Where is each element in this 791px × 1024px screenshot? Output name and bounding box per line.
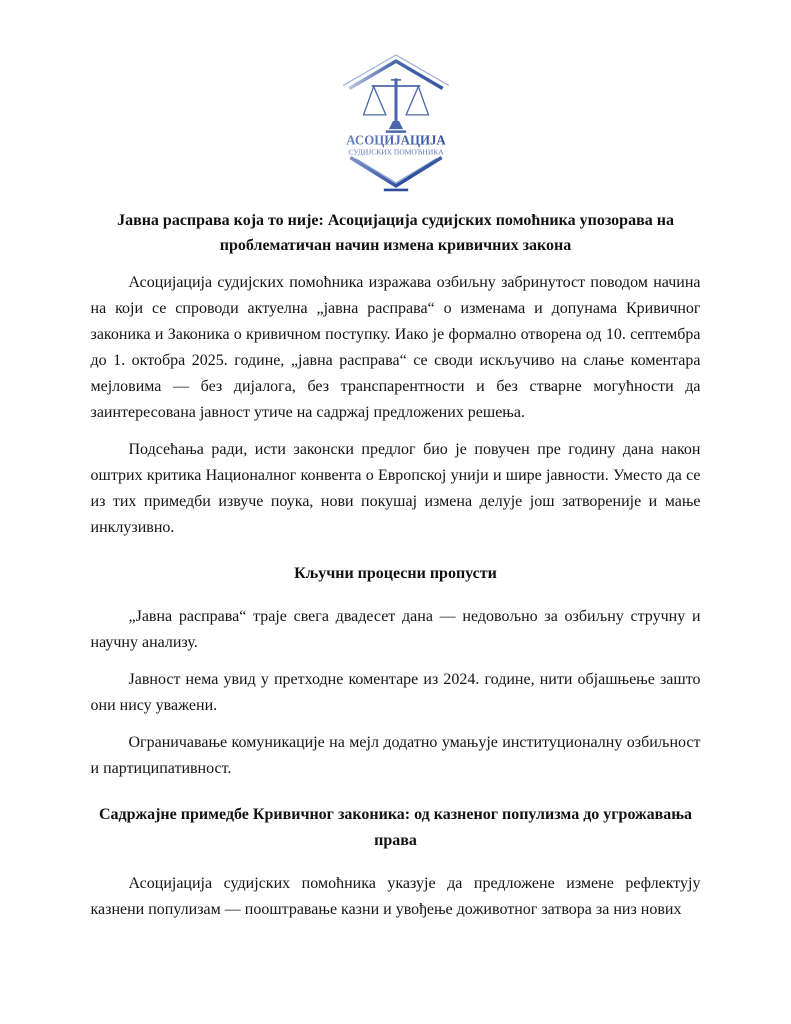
logo-bottom-chevron-outer	[350, 157, 441, 185]
paragraph-email-limitation: Ограничавање комуникације на мејл додатно умањује институционалну озбиљност и партиципативност.	[90, 734, 701, 777]
organization-logo	[340, 54, 452, 194]
section-heading-substantive-remarks: Садржајне примедбе Кривичног законика: од казненог популизма до угрожавања права	[98, 806, 693, 849]
paragraph-twenty-days: „Јавна расправа“ траје свега двадесет дана — недовољно за озбиљну стручну и научну анализу.	[90, 608, 701, 651]
document-title: Јавна расправа која то није: Асоцијација судијских помоћника упозорава на проблематичан начин измена кривичних закона	[117, 212, 674, 254]
scales-of-justice-icon	[363, 78, 428, 131]
logo-bottom-chevron-inner	[355, 158, 436, 182]
logo-org-name: АСОЦИЈАЦИЈА	[345, 132, 446, 148]
paragraph-public-debate-concern: Асоцијација судијских помоћника изражава озбиљну забринутост поводом начина на који се спроводи актуелна „јавна расправа“ о изменама и допунама Кривичног законика и Законика о кривичном поступку. Иако је формално отворена од 10. септембра до 1. октобра 2025. године, „јавна расправа“ се своди искључиво на слање коментара мејловима — без дијалога, без транспарентности и без стварне могућности да заинтересована јавност утиче на садржај предложених решења.	[90, 274, 701, 421]
section-heading-process-failures: Кључни процесни пропусти	[294, 565, 497, 582]
scales-right-pan	[406, 86, 428, 114]
paragraph-penal-populism: Асоцијација судијских помоћника указује да предложене измене рефлектују казнени популизам — пооштравање казни и увођење доживотног затвора за низ нових	[90, 875, 701, 918]
scales-left-pan	[363, 86, 385, 114]
logo-org-subtitle: СУДИЈСКИХ ПОМОЋНИКА	[347, 147, 444, 157]
document-body	[91, 208, 701, 923]
paragraph-no-insight-2024: Јавност нема увид у претходне коментаре из 2024. године, нити објашњење зашто они нису уважени.	[90, 671, 701, 714]
scales-of-justice-logo	[340, 54, 452, 194]
scales-base-flare	[388, 121, 402, 129]
paragraph-withdrawn-proposal: Подсећања ради, исти законски предлог био је повучен пре годину дана након оштрих критика Националног конвента о Европској унији и шире јавности. Уместо да се из тих примедби извуче поука, нови покушај измена делује још затвореније и мање инклузивно.	[90, 441, 701, 536]
